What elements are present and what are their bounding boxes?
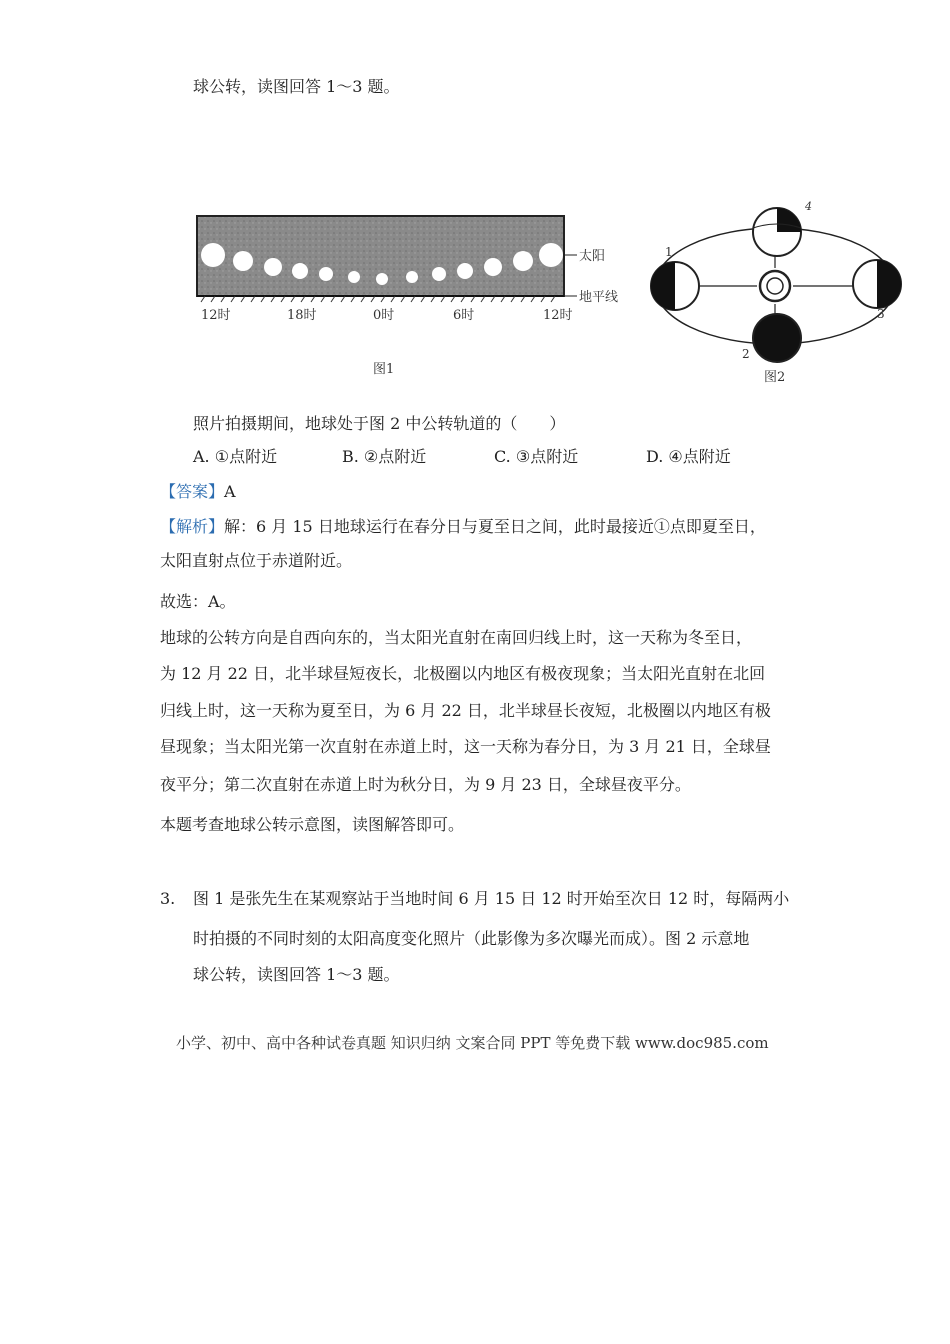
intro-tail: 球公转，读图回答 1～3 题。 (193, 77, 400, 96)
answer-tag: 【答案】 (160, 482, 225, 501)
analysis-choice: 故选：A。 (160, 592, 236, 611)
figure-1-caption: 图1 (373, 362, 395, 377)
footer-text: 小学、初中、高中各种试卷真题 知识归纳 文案合同 PPT 等免费下载 www.doc985.com (176, 1034, 769, 1052)
time-label: 0时 (373, 308, 395, 323)
earth-point-4 (753, 200, 812, 256)
earth-point-3 (853, 260, 901, 321)
figure-1 (195, 213, 635, 383)
question-3-number: 3. (160, 889, 176, 908)
sun-disc (432, 267, 446, 281)
question-3-line: 时拍摄的不同时刻的太阳高度变化照片（此影像为多次曝光而成）。图 2 示意地 (193, 929, 750, 948)
analysis-tag: 【解析】 (160, 517, 225, 536)
sun-disc (348, 271, 360, 283)
answer-value: A (224, 482, 236, 501)
analysis-paragraph-line: 地球的公转方向是自西向东的，当太阳光直射在南回归线上时，这一天称为冬至日， (160, 628, 753, 647)
figure-2 (645, 198, 915, 388)
sun-disc (539, 243, 563, 267)
analysis-text: 解：6 月 15 日地球运行在春分日与夏至日之间，此时最接近①点即夏至日， (224, 517, 766, 536)
time-label: 12时 (543, 308, 573, 323)
answer-line (160, 482, 236, 502)
figure-2-caption: 图2 (764, 370, 786, 385)
analysis-line-1 (160, 517, 766, 537)
horizon-label: 地平线 (579, 290, 619, 305)
sun-disc (233, 251, 253, 271)
sun-disc (457, 263, 473, 279)
earth-point-2 (742, 314, 801, 362)
point-label-2: 2 (742, 347, 750, 361)
point-label-1: 1 (665, 245, 673, 259)
sun-disc (292, 263, 308, 279)
time-label: 12时 (201, 308, 231, 323)
analysis-paragraph-line: 昼现象；当太阳光第一次直射在赤道上时，这一天称为春分日，为 3 月 21 日，全球昼 (160, 737, 771, 756)
option-d: D. ④点附近 (646, 447, 731, 466)
time-label: 18时 (287, 308, 317, 323)
analysis-line-2: 太阳直射点位于赤道附近。 (160, 551, 353, 570)
option-a: A. ①点附近 (193, 447, 278, 466)
analysis-paragraph-line: 为 12 月 22 日，北半球昼短夜长，北极圈以内地区有极夜现象；当太阳光直射在北回 (160, 664, 766, 683)
sun-disc (264, 258, 282, 276)
analysis-paragraph-line: 归线上时，这一天称为夏至日，为 6 月 22 日，北半球昼长夜短，北极圈以内地区有极 (160, 701, 771, 720)
point-label-4: 4 (805, 200, 812, 213)
analysis-paragraph-line: 夜平分；第二次直射在赤道上时为秋分日，为 9 月 23 日，全球昼夜平分。 (160, 775, 691, 794)
analysis-summary: 本题考查地球公转示意图，读图解答即可。 (160, 815, 465, 834)
point-label-3: 3 (877, 307, 885, 321)
time-label: 6时 (453, 308, 475, 323)
question-stem: 照片拍摄期间，地球处于图 2 中公转轨道的（ ） (193, 414, 566, 433)
option-c: C. ③点附近 (494, 447, 579, 466)
question-3-line: 球公转，读图回答 1～3 题。 (193, 965, 400, 984)
sun-disc (376, 273, 388, 285)
sun (760, 271, 790, 301)
sun-disc (484, 258, 502, 276)
sun-disc (319, 267, 333, 281)
sun-disc (513, 251, 533, 271)
sun-label: 太阳 (579, 249, 606, 264)
sun-disc (201, 243, 225, 267)
sun-disc (406, 271, 418, 283)
question-3-line: 图 1 是张先生在某观察站于当地时间 6 月 15 日 12 时开始至次日 12 时，每隔两小 (193, 889, 790, 908)
option-b: B. ②点附近 (342, 447, 427, 466)
